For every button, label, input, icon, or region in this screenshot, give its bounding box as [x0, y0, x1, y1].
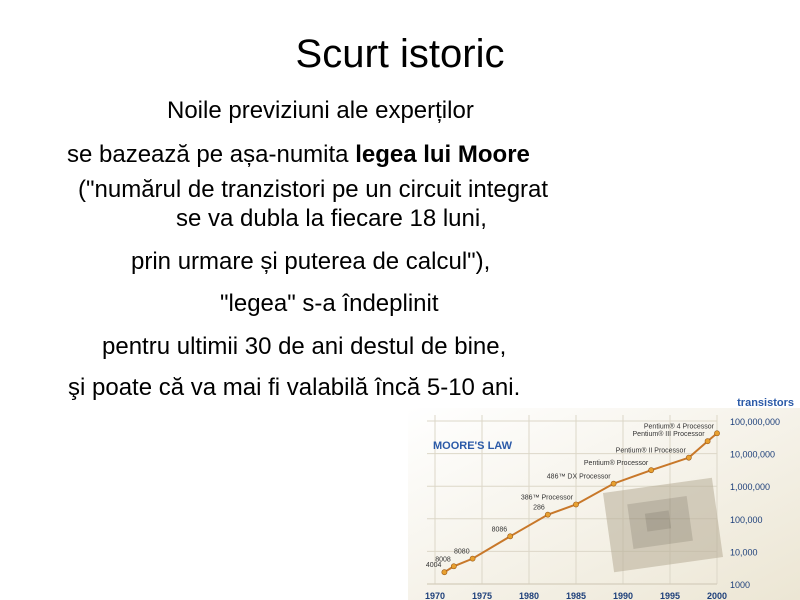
y-axis-label: transistors — [737, 397, 794, 409]
data-label: Pentium® Processor — [583, 460, 649, 468]
data-label: 8008 — [435, 556, 451, 564]
chip-photo — [603, 478, 723, 573]
x-tick-label: 2000 — [706, 591, 728, 600]
moores-law-chart — [408, 390, 800, 600]
y-tick-label: 10,000 — [730, 547, 758, 558]
y-tick-label: 100,000 — [730, 514, 763, 525]
data-point — [573, 502, 578, 507]
text-line-6: "legea" s-a îndeplinit — [220, 290, 439, 317]
data-label: Pentium® 4 Processor — [643, 423, 714, 431]
data-point — [545, 512, 550, 517]
x-tick-label: 1995 — [659, 591, 681, 600]
text-line-4: se va dubla la fiecare 18 luni, — [176, 205, 487, 232]
y-tick-label: 1000 — [730, 580, 751, 590]
slide-title: Scurt istoric — [295, 32, 505, 76]
data-point — [686, 455, 691, 460]
text-line-2-start: se bazează pe așa-numita — [67, 141, 356, 168]
data-label: 8086 — [491, 526, 508, 534]
data-label: 8080 — [454, 548, 470, 556]
data-point — [442, 570, 447, 575]
chart-title: MOORE'S LAW — [433, 440, 513, 452]
text-line-1: Noile previziuni ale experților — [167, 97, 474, 124]
moore-law-emphasis: legea lui Moore — [355, 141, 530, 168]
y-tick-label: 100,000,000 — [730, 417, 781, 427]
data-label: Pentium® II Processor — [615, 447, 686, 455]
x-tick-label: 1990 — [612, 591, 634, 600]
text-line-3: ("numărul de tranzistori pe un circuit integrat — [78, 176, 549, 203]
data-point — [714, 431, 719, 436]
data-point — [705, 439, 710, 444]
y-tick-label: 10,000,000 — [730, 449, 776, 460]
text-line-7: pentru ultimii 30 de ani destul de bine, — [102, 333, 507, 360]
chart-background — [408, 408, 800, 600]
x-tick-label: 1985 — [565, 591, 587, 600]
data-point — [649, 468, 654, 473]
text-line-5: prin urmare și puterea de calcul"), — [131, 248, 491, 275]
data-label: 386™ Processor — [520, 494, 573, 502]
x-tick-label: 1970 — [424, 591, 446, 600]
data-point — [470, 556, 475, 561]
x-tick-label: 1975 — [471, 591, 493, 600]
y-tick-label: 1,000,000 — [730, 482, 771, 493]
moores-law-chart-svg — [408, 390, 800, 600]
data-label: 4004 — [425, 562, 442, 570]
data-point — [611, 481, 616, 486]
text-line-8: şi poate că va mai fi valabilă încă 5-10 ani. — [68, 374, 521, 401]
data-point — [451, 564, 456, 569]
data-label: Pentium® III Processor — [632, 431, 705, 439]
data-label: 286 — [533, 504, 545, 512]
data-point — [508, 534, 513, 539]
data-label: 486™ DX Processor — [546, 473, 611, 481]
x-tick-label: 1980 — [518, 591, 540, 600]
text-line-2 — [67, 141, 530, 169]
